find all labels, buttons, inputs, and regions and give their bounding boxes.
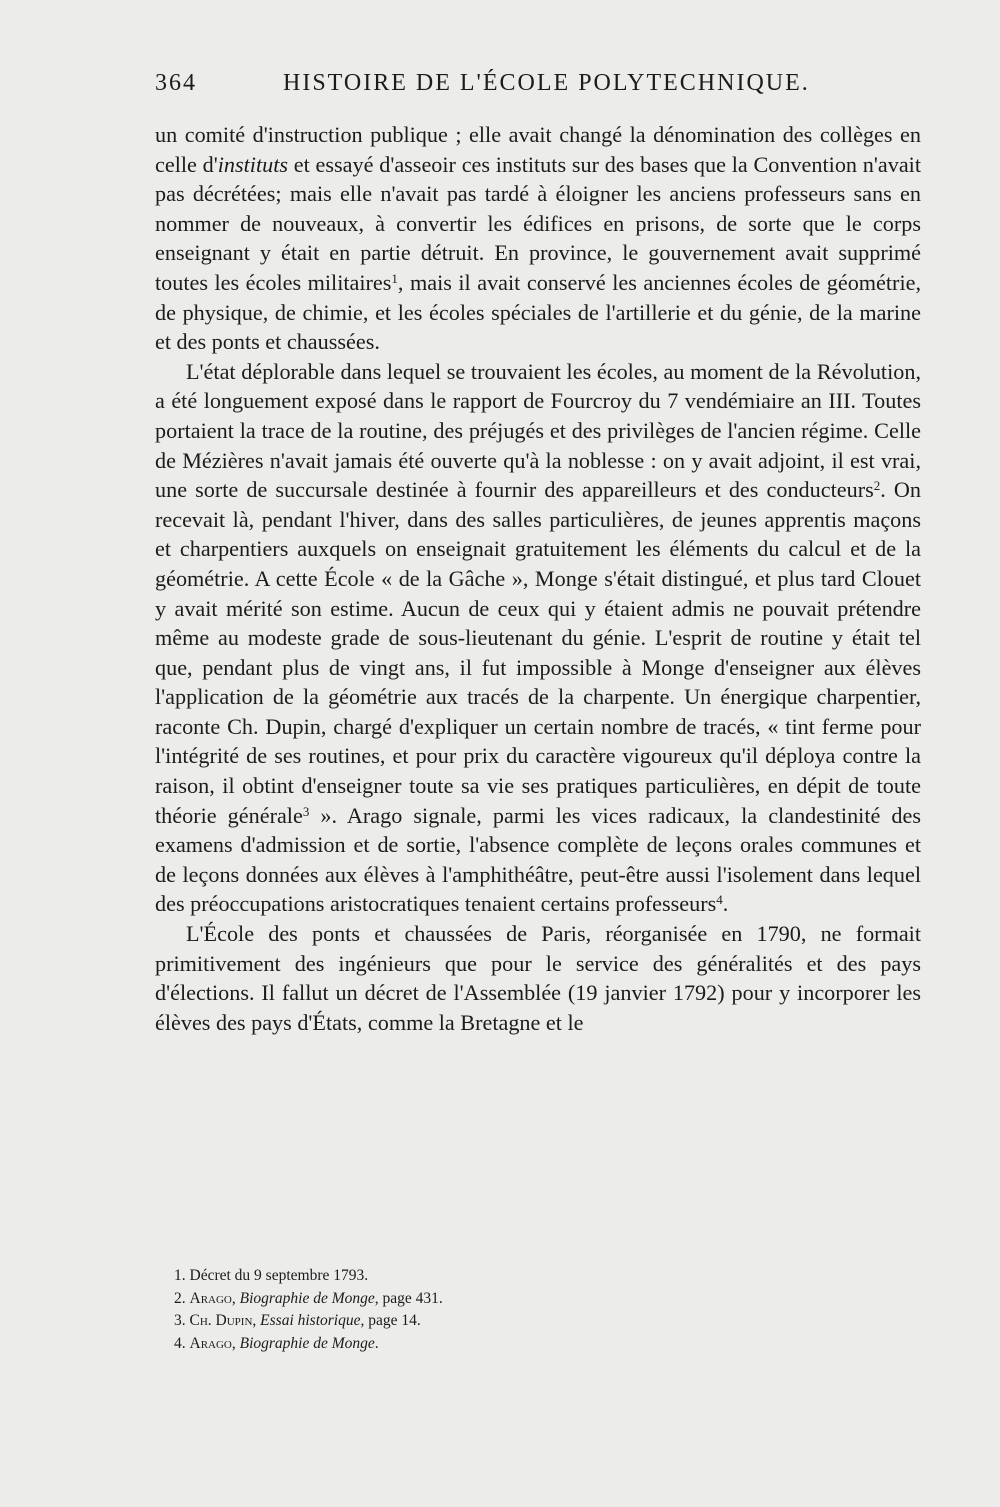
footnote-2: 2. Arago, Biographie de Monge, page 431. (174, 1289, 443, 1307)
footnote-4: 4. Arago, Biographie de Monge. (174, 1334, 379, 1352)
footnote-3: 3. Ch. Dupin, Essai historique, page 14. (174, 1312, 421, 1329)
paragraph-1: un comité d'instruction publique ; elle avait changé la dénomination des collèges en celle d'instituts et essayé d'asseoir ces instituts sur des bases que la Convention n'avait pas décrétées; mais elle n'avait pas tardé à éloigner les anciens professeurs sans en nommer de nouveaux, à convertir les édifices en prisons, de sorte que le corps enseignant y était en partie détruit. En province, le gouvernement avait supprimé toutes les écoles militaires$^1$, mais il avait conservé les anciennes écoles de géométrie, de physique, de chimie, et les écoles spéciales de l'artillerie et du génie, de la marine et des ponts et chaussées. (155, 122, 922, 355)
footnote-ref-2: 2 (873, 478, 881, 494)
footnotes (174, 1265, 874, 1355)
paragraph-2: L'état déplorable dans lequel se trouvaient les écoles, au moment de la Révolution, a été longuement exposé dans le rapport de Fourcroy du 7 vendémiaire an III. Toutes portaient la trace de la routine, des préjugés et des privilèges de l'ancien régime. Celle de Mézières n'avait jamais été ouverte qu'à la noblesse : on y avait adjoint, il est vrai, une sorte de succursale destinée à fournir des appareilleurs et des conducteurs$^2$. On recevait là, pendant l'hiver, dans des salles particulières, de jeunes apprentis maçons et charpentiers auxquels on enseignait gratuitement les éléments du calcul et de la géométrie. A cette École « de la Gâche », Monge s'était distingué, et plus tard Clouet y avait mérité son estime. Aucun de ceux qui y étaient admis ne pouvait prétendre même au modeste grade de sous-lieutenant du génie. L'esprit de routine y était tel que, pendant plus de vingt ans, il fut impossible à Monge d'enseigner aux élèves l'application de la géométrie aux tracés de la charpente. Un énergique charpentier, raconte Ch. Dupin, chargé d'expliquer un certain nombre de tracés, « tint ferme pour l'intégrité de ses routines, et pour prix du caractère vigoureux qu'il déploya contre la raison, il obtint d'enseigner toute sa vie ses pratiques particulières, en dépit de toute théorie générale$^3$ ». Arago signale, parmi les vices radicaux, la clandestinité des examens d'admission et de sortie, l'absence complète de leçons orales communes et de leçons données aux élèves à l'amphithéâtre, peut-être aussi l'isolement dans lequel des préoccupations aristocratiques tenaient certains professeurs$^4$. (155, 358, 921, 917)
body-text (155, 120, 921, 1037)
footnote-ref-3: 3 (302, 803, 310, 819)
footnote-ref-4: 4 (716, 892, 723, 908)
running-title: HISTOIRE DE L'ÉCOLE POLYTECHNIQUE. (283, 70, 810, 96)
footnote-1: 1. Décret du 9 septembre 1793. (174, 1267, 369, 1284)
footnote-ref-1: 1 (391, 270, 398, 286)
page-number: 364 (155, 70, 197, 96)
paragraph-3: L'École des ponts et chaussées de Paris, réorganisée en 1790, ne formait primitivement des ingénieurs que pour le service des généralités et des pays d'élections. Il fallut un décret de l'Assemblée (19 janvier 1792) pour y incorporer les élèves des pays d'États, comme la Bretagne et le (155, 921, 921, 1035)
